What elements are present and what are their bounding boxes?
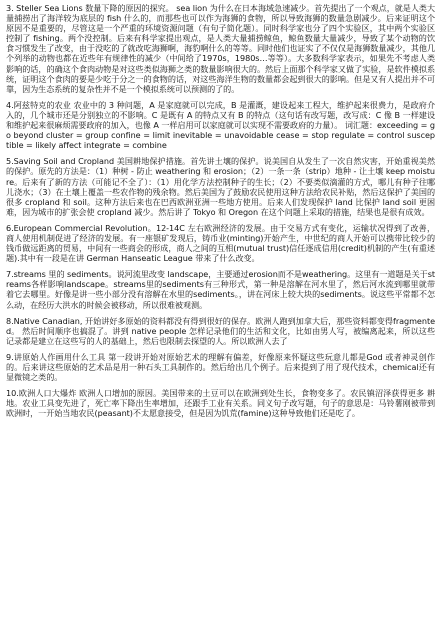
paragraph: 7.streams 里的 sediments。说河流里改变 landscape，主要通过erosion而不是weathering。这里有一道题是关于streams各样影响landscape。streams里的sediments有三种形式，第一种是溶解在河水里了，然后河水流到哪里就带着它去哪里。好像是讲一些小部分没有溶解在水里的sediments。，讲在河床上较大块的sediments。说这些平常都不怎么动，在经历大洪水的时候会被移动，所以很难被观测。 <box>6 269 435 310</box>
section-5-saving-soil <box>6 156 435 217</box>
paragraph: 4.阿兹特克的农业 农业中的 3 种问题，A 是家庭就可以完成，B 是灌溉，建设起来工程大，维护起来很费力，是政府介入的，几个城市还是分别独立的不影响。C 是既有 A 的特点又有 B 的特点（这句话有改写题，改写成：C 像 B 一样建设和维护起来很麻烦需要政府的加入，也像 A 一样启用可以家庭就可以实现不需要政府的力量）。 词汇题：exceeding = go beyond cluster = group confine = limit inevitable = unavoidable cease = stop regulate = control susceptible = likely affect integrate = combine <box>6 99 435 151</box>
paragraph: 3. Steller Sea Lions 数量下降的原因的探究。 sea lion 为什么在日本海域急速减少。首先提出了一个观点，就是人类大量捕捞出了海洋较为底层的 fish 什么的，而那些也可以作为海狮的食物，所以导致海狮的数量急剧减少。后来证明这个原因不是重要的，尽管这是一个严重的环境资源问题（有句子简化题）。同时科学家也分了四个实验区，其中两个实验区控制了 fishing。两个没控制。后来有科学家提出观点，是人类大量捕捞鲸鱼，鲸鱼数量大量减少，导致了某个动物的饮食习惯发生了改变，由于没吃的了就改吃海狮啊，海豹啊什么的等等。同时他们也证实了不仅仅是海狮数量减少，其他几个列举的动物也都在近些年有规律性的减少（中间给了1970s，1980s…等等）。大多数科学家表示，如果先不考虑人类影响的话，的确这个食肉动物是对这些类似海狮之类的数量影响很大的。然后上面那个科学家又做了实验，是软件模拟系统，证明这个食肉的要是少吃于分之一的食物的话，对这些海洋生物的数量都会起到很大的影响。但是又有人提出并不可靠，因为生态系统的复杂性并不是一个模拟系统可以预测的了的。 <box>6 3 435 94</box>
paragraph: 10.欧洲人口大爆炸 欧洲人口增加的原因。美国带来的土豆可以在欧洲到处生长，食物变多了。农民镇沼泽获得更多 耕地。农业工具变先进了，死亡率下降出生率增加，还跟手工业有关系。同义句子改写题，句子的意思是：马铃薯刚被带到欧洲时，一开始当地农民(peasant)不太愿意接受，但是因为饥荒(famine)这种导致他们还是吃了。 <box>6 388 435 419</box>
paragraph: 5.Saving Soil and Cropland 美国耕地保护措施。首先讲土壤的保护。说美国自从发生了一次自然灾害，开始重视美然的保护。原先的方法是：（1）种树 - 防止 weathering 和 erosion；（2）一条一条（strip）地种 - 让土壤 keep moisture。后来有了新的方法（可能记不全了）：（1）用化学方法控制种子的生长；（2）不要类似滴灌的方式，哪儿有种子往哪儿浇水；（3）在土壤上覆盖一些农作物的残余物。然后美国为了鼓励农民使用这种方法给农民补贴，然后这保护了美国的很多 cropland 和 soil。这种方法后来也在巴西欧洲亚洲一些地方使用。后来人们发现保护 land 比保护 land soil 更困难，因为城市的扩张会使 cropland 减少。然后讲了 Tokyo 和 Oregon 在这个问题上采取的措施，结果也是很有成效。 <box>6 156 435 217</box>
section-3-sea-lions <box>6 3 435 94</box>
section-6-commercial-revolution <box>6 223 435 263</box>
paragraph: 9.讲原始人作画用什么工具 第一段讲开始对原始艺术的理解有偏差，好像原来怀疑这些玩意儿都是God 或者神灵创作的。后来讲这些原始的艺术品是用一种石头工具制作的。然后给出几个例子。后来提到了用了现代技术，chemical还有显微镜之类的。 <box>6 351 435 383</box>
section-8-native-canadian <box>6 316 435 346</box>
paragraph: 6.European Commercial Revolution。12-14C 左右欧洲经济的发展。由于交易方式有变化，运输状况得到了改善，商人使用机制促进了经济的发展。有一座银矿发现后，铸币业(minting)开始产生，中世纪的商人开始可以携带比较少的钱币做远距离的贸易，中间有一些商会的形成，商人之间的互相(mutual trust)信任逐成信用(credit)机制的产生(有重述题).其中有一段是在讲 German Hanseatic League 带来了什么改变。 <box>6 222 435 264</box>
section-10-european-population <box>6 388 435 418</box>
paragraph: 8.Native Canadian, 开始讲好多原始的资料都没有得到很好的保存。欧洲人跑到加拿大后，那些资料都变得fragmented。 然后时间顺序也搞混了。讲到 native people 怎样记录他们的生活和文化，比如由男人写，被编离起来，所以这些记录都是建立在这些写的人的基础上，然后也限制去探望的人。所以欧洲人去了 <box>6 315 435 346</box>
section-9-primitive-art-tools <box>6 352 435 382</box>
section-7-streams-sediments <box>6 269 435 309</box>
section-4-aztec-agriculture <box>6 100 435 150</box>
